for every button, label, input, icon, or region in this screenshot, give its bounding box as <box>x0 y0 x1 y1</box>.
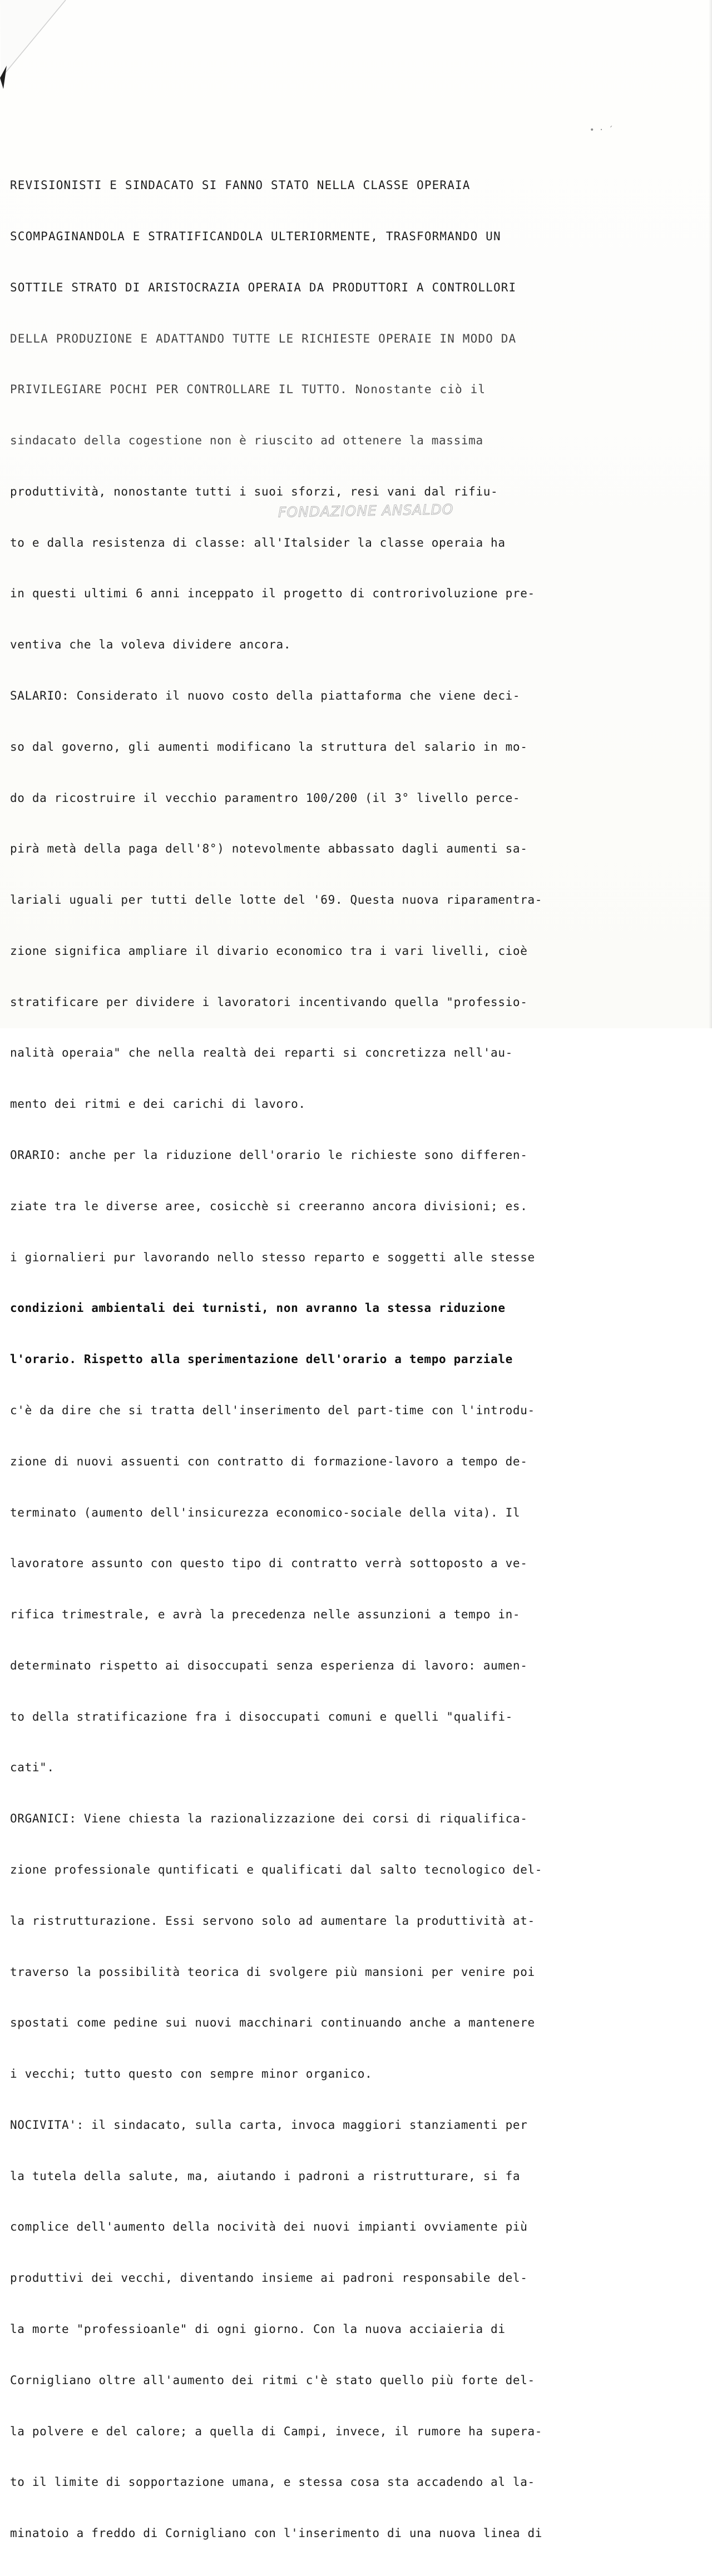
text-line: to il limite di sopportazione umana, e stessa cosa sta accadendo al la- <box>10 2475 535 2489</box>
text-line: to e dalla resistenza di classe: all'Italsider la classe operaia ha <box>10 536 506 549</box>
text-line: condizioni ambientali dei turnisti, non avranno la stessa riduzione <box>10 1301 506 1315</box>
text-line: i giornalieri pur lavorando nello stesso reparto e soggetti alle stesse <box>10 1250 535 1264</box>
text-line: ziate tra le diverse aree, cosicchè si creeranno ancora divisioni; es. <box>10 1199 528 1213</box>
text-line: zione professionale quntificati e qualificati dal salto tecnologico del- <box>10 1862 543 1876</box>
stray-ink-mark: • · ´ <box>590 126 614 135</box>
text-line: mento dei ritmi e dei carichi di lavoro. <box>10 1097 306 1111</box>
text-line: traverso la possibilità teorica di svolgere più mansioni per venire poi <box>10 1965 535 1979</box>
text-line: NOCIVITA': il sindacato, sulla carta, invoca maggiori stanziamenti per <box>10 2118 528 2132</box>
text-line: la tutela della salute, ma, aiutando i padroni a ristrutturare, si fa <box>10 2169 521 2183</box>
text-line: do da ricostruire il vecchio paramentro 100/200 (il 3° livello perce- <box>10 791 521 805</box>
text-line: sindacato della cogestione non è riuscito ad ottenere la massima <box>10 434 483 448</box>
text-line: SOTTILE STRATO DI ARISTOCRAZIA OPERAIA DA PRODUTTORI A CONTROLLORI <box>10 280 517 294</box>
text-line: rifica trimestrale, e avrà la precedenza nelle assunzioni a tempo in- <box>10 1608 521 1622</box>
text-line: lariali uguali per tutti delle lotte del '69. Questa nuova riparamentra- <box>10 893 543 907</box>
text-line: pirà metà della paga dell'8°) notevolmente abbassato dagli aumenti sa- <box>10 842 528 856</box>
text-line: nalità operaia" che nella realtà dei reparti si concretizza nell'au- <box>10 1046 513 1060</box>
page-edge-shadow <box>709 0 712 1028</box>
text-line: to della stratificazione fra i disoccupati comuni e quelli "qualifi- <box>10 1710 513 1723</box>
folded-corner-mark <box>0 0 72 100</box>
text-line: complice dell'aumento della nocività dei nuovi impianti ovviamente più <box>10 2220 528 2234</box>
text-line: zione significa ampliare il divario economico tra i vari livelli, cioè <box>10 944 528 958</box>
text-line: produttività, nonostante tutti i suoi sforzi, resi vani dal rifiu- <box>10 484 498 498</box>
text-line: l'orario. Rispetto alla sperimentazione dell'orario a tempo parziale <box>10 1353 513 1366</box>
text-line: i vecchi; tutto questo con sempre minor organico. <box>10 2067 373 2081</box>
text-line: spostati come pedine sui nuovi macchinari continuando anche a mantenere <box>10 2016 535 2030</box>
text-line: ORARIO: anche per la riduzione dell'orario le richieste sono differen- <box>10 1148 528 1162</box>
text-line: determinato rispetto ai disoccupati senza esperienza di lavoro: aumen- <box>10 1658 528 1672</box>
text-line: la polvere e del calore; a quella di Campi, invece, il rumore ha supera- <box>10 2424 543 2438</box>
text-line: zione di nuovi assuenti con contratto di formazione-lavoro a tempo de- <box>10 1454 528 1468</box>
text-line: ventiva che la voleva dividere ancora. <box>10 638 291 652</box>
text-line: stratificare per dividere i lavoratori incentivando quella "professio- <box>10 995 528 1009</box>
text-line: DELLA PRODUZIONE E ADATTANDO TUTTE LE RICHIESTE OPERAIE IN MODO DA <box>10 331 517 345</box>
text-line: Cornigliano oltre all'aumento dei ritmi c'è stato quello più forte del- <box>10 2373 535 2387</box>
text-line: PRIVILEGIARE POCHI PER CONTROLLARE IL TUTTO. Nonostante ciò il <box>10 383 486 397</box>
text-line: c'è da dire che si tratta dell'inserimento del part-time con l'introdu- <box>10 1403 535 1417</box>
text-line: in questi ultimi 6 anni inceppato il progetto di controrivoluzione pre- <box>10 587 535 601</box>
text-line: REVISIONISTI E SINDACATO SI FANNO STATO NELLA CLASSE OPERAIA <box>10 179 471 192</box>
text-line: produttivi dei vecchi, diventando insieme ai padroni responsabile del- <box>10 2271 528 2285</box>
text-line: minatoio a freddo di Cornigliano con l'inserimento di una nuova linea di <box>10 2527 543 2540</box>
text-line: la ristrutturazione. Essi servono solo ad aumentare la produttività at- <box>10 1914 535 1928</box>
watermark: FONDAZIONE ANSALDO <box>278 501 454 521</box>
text-line: cati". <box>10 1761 55 1775</box>
text-line: lavoratore assunto con questo tipo di contratto verrà sottoposto a ve- <box>10 1557 528 1571</box>
text-line: la morte "professioanle" di ogni giorno. Con la nuova acciaieria di <box>10 2322 506 2336</box>
text-line: SCOMPAGINANDOLA E STRATIFICANDOLA ULTERIORMENTE, TRASFORMANDO UN <box>10 229 501 243</box>
text-line: ORGANICI: Viene chiesta la razionalizzazione dei corsi di riqualifica- <box>10 1812 528 1826</box>
text-line: terminato (aumento dell'insicurezza economico-sociale della vita). Il <box>10 1505 521 1519</box>
text-line: so dal governo, gli aumenti modificano la struttura del salario in mo- <box>10 740 528 754</box>
text-line: SALARIO: Considerato il nuovo costo della piattaforma che viene deci- <box>10 689 521 702</box>
